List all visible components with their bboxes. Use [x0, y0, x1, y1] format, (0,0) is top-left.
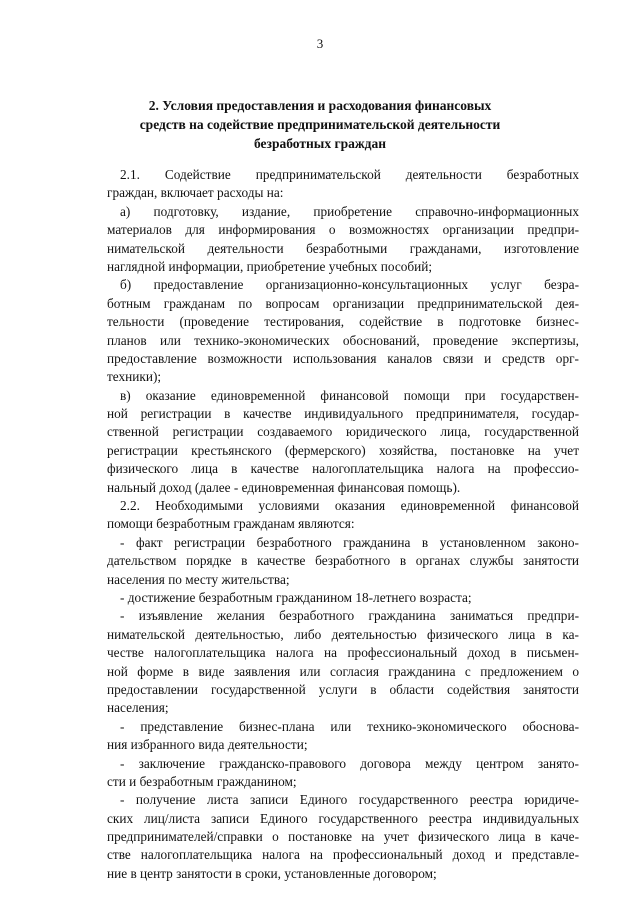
text-line: - заключение гражданско-правового договора между центром занято- — [120, 755, 579, 771]
text-line: граждан, включает расходы на: — [107, 185, 284, 201]
text-line: ной форме в виде заявления или согласия гражданина с предложением о — [107, 663, 579, 679]
text-line: дательством порядке в качестве безработного в органах службы занятости — [107, 553, 579, 569]
text-line: - представление бизнес-плана или технико-экономического обоснова- — [120, 718, 579, 734]
heading-line: 2. Условия предоставления и расходования финансовых — [148, 98, 492, 113]
text-line: ботным гражданам по вопросам организации предпринимательской дея- — [107, 295, 579, 311]
text-line: техники); — [107, 369, 162, 385]
section-heading — [110, 96, 530, 153]
text-line: честве налогоплательщика налога на профессиональный доход в письмен- — [107, 645, 579, 661]
text-line: ние в центр занятости в сроки, установленные договором; — [107, 865, 437, 881]
text-line: помощи безработным гражданам являются: — [107, 516, 355, 532]
text-line: физического лица в качестве налогоплательщика налога на профессио- — [107, 461, 579, 477]
text-line: - изъявление желания безработного гражданина заниматься предпри- — [120, 608, 579, 624]
heading-line: безработных граждан — [253, 136, 386, 151]
text-line: регистрации крестьянского (фермерского) хозяйства, постановке на учет — [107, 442, 579, 458]
text-line: населения; — [107, 700, 169, 716]
text-line: нимательской деятельностью, либо деятельностью физического лица в ка- — [107, 626, 579, 642]
text-line: - получение листа записи Единого государственного реестра юридиче- — [120, 792, 579, 808]
text-line: сти и безработным гражданином; — [107, 773, 297, 789]
text-line: нальный доход (далее - единовременная финансовая помощь). — [107, 479, 461, 495]
document-body — [107, 166, 579, 883]
text-line: ния избранного вида деятельности; — [107, 737, 308, 753]
text-line: тельности (проведение тестирования, содействие в подготовке бизнес- — [107, 314, 579, 330]
text-line: населения по месту жительства; — [107, 571, 290, 587]
page-number: 3 — [316, 36, 324, 51]
text-line: предпринимателей/справки о постановке на учет физического лица в каче- — [107, 829, 579, 845]
text-line: планов или технико-экономических обоснований, проведение экспертизы, — [107, 332, 579, 348]
text-line: в) оказание единовременной финансовой помощи при государствен- — [120, 387, 579, 403]
text-line: - факт регистрации безработного гражданина в установленном законо- — [120, 534, 579, 550]
text-line: ственной регистрации создаваемого юридического лица, государственной — [107, 424, 579, 440]
text-line: ских лиц/листа записи Единого государственного реестра индивидуальных — [107, 810, 579, 826]
text-line: наглядной информации, приобретение учебных пособий; — [107, 258, 433, 274]
text-line: 2.2. Необходимыми условиями оказания единовременной финансовой — [120, 498, 579, 514]
text-line: - достижение безработным гражданином 18-летнего возраста; — [120, 589, 472, 605]
text-line: а) подготовку, издание, приобретение справочно-информационных — [120, 203, 579, 219]
text-line: нимательской деятельности безработными гражданами, изготовление — [107, 240, 579, 256]
text-line: б) предоставление организационно-консультационных услуг безра- — [120, 277, 579, 293]
text-line: 2.1. Содействие предпринимательской деятельности безработных — [120, 167, 579, 182]
text-line: материалов для информирования о возможностях организации предпри- — [107, 222, 579, 238]
text-line: предоставлении государственной услуги в области содействия занятости — [107, 681, 579, 697]
text-line: предоставление возможности использования каналов связи и средств орг- — [107, 350, 579, 366]
text-line: стве налогоплательщика налога на профессиональный доход и представле- — [107, 847, 579, 863]
heading-line: средств на содействие предпринимательской деятельности — [139, 117, 501, 132]
text-line: ной регистрации в качестве индивидуального предпринимателя, государ- — [107, 406, 579, 422]
